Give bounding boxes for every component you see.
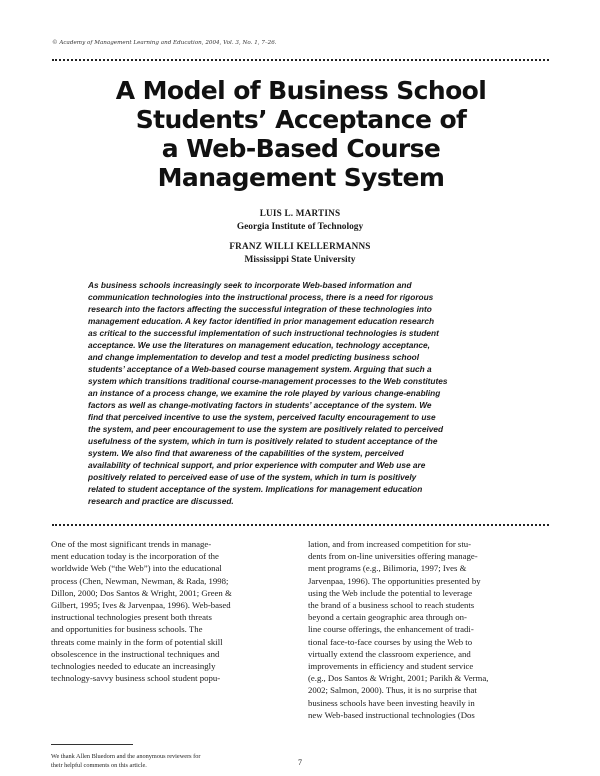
body-line: ment education today is the incorporation of the	[51, 551, 219, 562]
body-line: worldwide Web (“the Web”) into the educational	[51, 563, 222, 574]
article-title	[60, 76, 542, 192]
title-line: A Model of Business School	[115, 76, 487, 105]
abstract	[88, 279, 513, 507]
abstract-line: system which transitions traditional course-management processes to the Web constitutes	[88, 376, 448, 386]
body-line: new Web-based instructional technologies (Dos	[308, 709, 475, 720]
abstract-line: communication technologies into the instructional process, there is a need for rigorous	[88, 292, 434, 302]
abstract-line: the system, and peer encouragement to use the system are positively related to perceived	[88, 424, 444, 434]
abstract-line: find that perceived incentive to use the system, perceived faculty encouragement to use	[88, 412, 436, 422]
page-number: 7	[298, 758, 302, 767]
body-line: 2002; Salmon, 2000). Thus, it is no surprise that	[308, 685, 477, 696]
abstract-line: an instance of a process change, we examine the role played by various change-enabling	[88, 388, 441, 398]
title-line: a Web-Based Course	[161, 134, 441, 163]
body-line: instructional technologies present both threats	[51, 612, 212, 623]
author-affiliation: Mississippi State University	[244, 255, 356, 265]
dotted-rule-top	[52, 59, 549, 61]
abstract-line: and change implementation to develop and test a model predicting business school	[88, 352, 420, 362]
abstract-line: related to student acceptance of the system. Implications for management education	[88, 484, 423, 494]
body-column-right	[308, 538, 548, 721]
acknowledgment-footnote	[51, 752, 296, 770]
abstract-line: acceptance. We use the literatures on management education, technology acceptance,	[88, 340, 430, 350]
body-line: Dillon, 2000; Dos Santos & Wright, 2001; Green &	[51, 587, 232, 598]
abstract-line: research and practice are discussed.	[88, 496, 234, 506]
body-line: Gilbert, 1995; Ives & Jarvenpaa, 1996). Web-based	[51, 600, 231, 611]
author-block-1	[100, 206, 500, 234]
body-line: the brand of a business school to reach students	[308, 600, 475, 611]
body-line: using the Web include the potential to leverage	[308, 587, 473, 598]
body-line: improvements in efficiency and student service	[308, 661, 474, 672]
author-name: FRANZ WILLI KELLERMANNS	[229, 241, 371, 251]
body-line: and opportunities for business schools. The	[51, 624, 203, 635]
title-line: Students’ Acceptance of	[135, 105, 467, 134]
body-line: dents from on-line universities offering manage-	[308, 551, 478, 562]
footnote-line: We thank Allen Bluedorn and the anonymous reviewers for	[51, 753, 201, 760]
title-line: Management System	[157, 163, 445, 192]
body-line: business schools have been investing heavily in	[308, 697, 475, 708]
abstract-line: As business schools increasingly seek to incorporate Web-based information and	[88, 280, 412, 290]
body-line: line course offerings, the enhancement of tradi-	[308, 624, 474, 635]
abstract-line: availability of technical support, and prior experience with computer and Web use are	[88, 460, 426, 470]
body-line: (e.g., Dos Santos & Wright, 2001; Parikh & Verma,	[308, 673, 489, 684]
body-line: lation, and from increased competition for stu-	[308, 539, 472, 549]
abstract-line: students’ acceptance of a Web-based course management system. Arguing that such a	[88, 364, 432, 374]
body-line: threats come mainly in the form of potential skill	[51, 636, 223, 647]
abstract-line: management education. A key factor identified in prior management education research	[88, 316, 435, 326]
body-line: technologies needed to educate an increasingly	[51, 661, 216, 672]
body-line: beyond a certain geographic area through on-	[308, 612, 467, 623]
body-line: Jarvenpaa, 1996). The opportunities presented by	[308, 575, 481, 586]
footnote-line: their helpful comments on this article.	[51, 762, 147, 769]
body-line: tional face-to-face courses by using the Web to	[308, 636, 473, 647]
abstract-line: system. We also find that awareness of the capabilities of the system, perceived	[88, 448, 404, 458]
author-name: LUIS L. MARTINS	[259, 208, 341, 218]
author-affiliation: Georgia Institute of Technology	[236, 222, 364, 232]
body-line: One of the most significant trends in manage-	[51, 539, 212, 549]
body-line: process (Chen, Newman, Newman, & Rada, 1998;	[51, 575, 229, 586]
body-line: virtually extend the classroom experience, and	[308, 648, 471, 659]
body-line: obsolescence in the instructional techniques and	[51, 648, 220, 659]
body-line: ment programs (e.g., Bilimoria, 1997; Ives &	[308, 563, 467, 574]
abstract-line: factors as well as change-motivating factors in students’ acceptance of the system. We	[88, 400, 432, 410]
abstract-line: usefulness of the system, which in turn is positively related to student acceptance of the	[88, 436, 438, 446]
dotted-rule-bottom	[52, 524, 549, 526]
body-column-left	[51, 538, 291, 684]
footnote-separator	[51, 744, 133, 745]
journal-citation-header: © Academy of Management Learning and Education, 2004, Vol. 3, No. 1, 7–26.	[52, 40, 277, 46]
body-line: technology-savvy business school student popu-	[51, 673, 221, 684]
abstract-line: research into the factors affecting the successful integration of these technologies into	[88, 304, 432, 314]
author-block-2	[100, 239, 500, 267]
abstract-line: positively related to perceived ease of use of the system, which in turn is positively	[88, 472, 417, 482]
abstract-line: as critical to the successful implementation of such instructional technologies is student	[88, 328, 439, 338]
